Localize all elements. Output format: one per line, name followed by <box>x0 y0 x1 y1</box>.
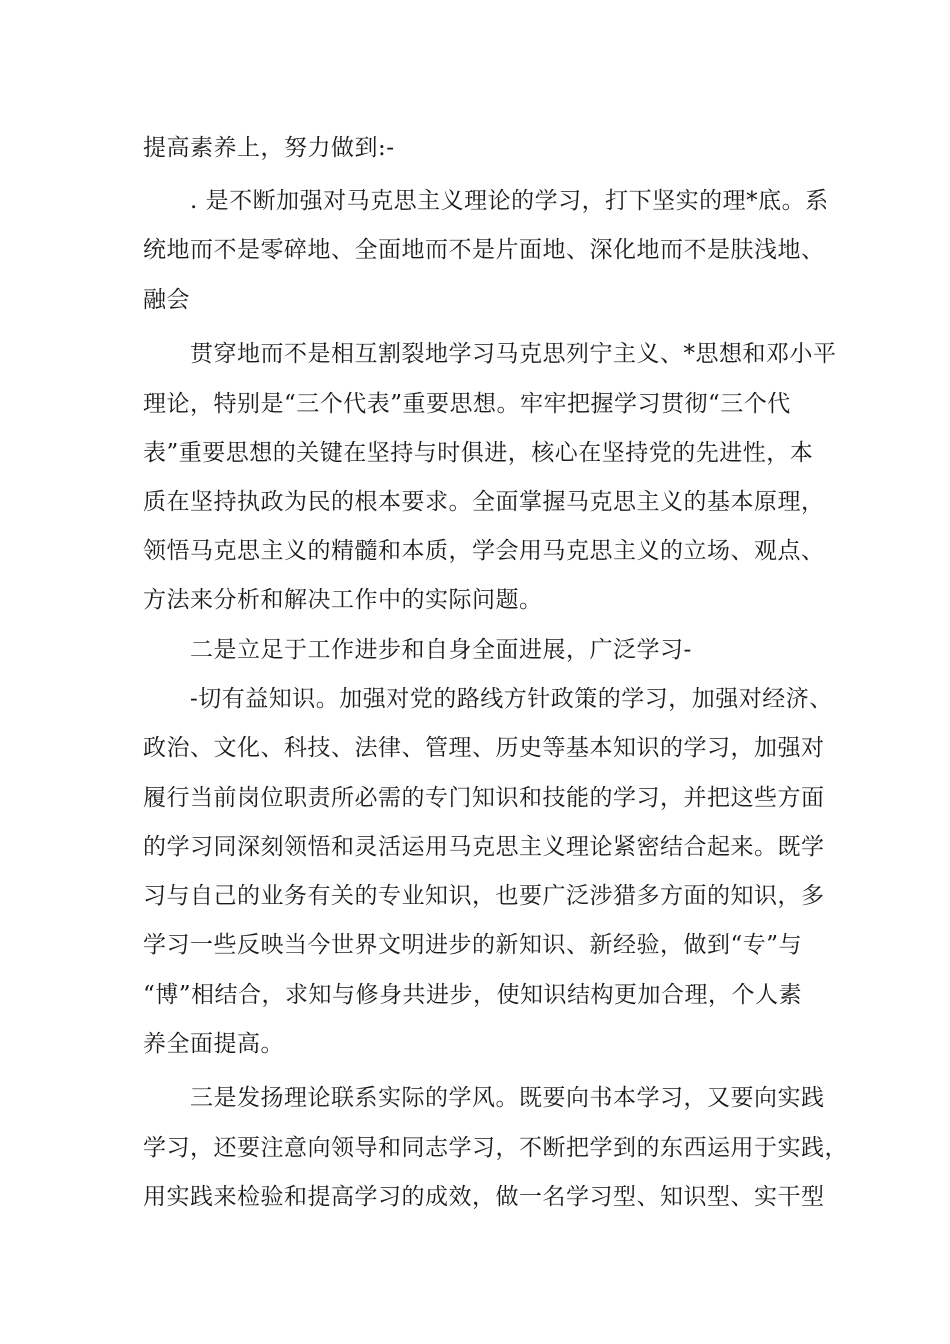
text-line: 方法来分析和解决工作中的实际问题。 <box>143 587 543 613</box>
text-line: 融会 <box>143 287 190 313</box>
text-line: 习与自己的业务有关的专业知识，也要广泛涉猎多方面的知识，多 <box>143 883 825 909</box>
text-line: 理论，特别是“三个代表”重要思想。牢牢把握学习贯彻“三个代 <box>143 391 791 417</box>
text-line: -切有益知识。加强对党的路线方针政策的学习，加强对经济、 <box>190 686 833 712</box>
text-line: 的学习同深刻领悟和灵活运用马克思主义理论紧密结合起来。既学 <box>143 834 825 860</box>
text-line: 领悟马克思主义的精髓和本质，学会用马克思主义的立场、观点、 <box>143 538 825 564</box>
text-line: 履行当前岗位职责所必需的专门知识和技能的学习，并把这些方面 <box>143 785 825 811</box>
text-line: 表”重要思想的关键在坚持与时俱进，核心在坚持党的先进性，本 <box>143 440 814 466</box>
text-line: 学习，还要注意向领导和同志学习，不断把学到的东西运用于实践， <box>143 1135 848 1161</box>
text-line: 二是立足于工作进步和自身全面进展，广泛学习- <box>190 637 692 663</box>
text-line: 学习一些反映当今世界文明进步的新知识、新经验，做到“专”与 <box>143 932 803 958</box>
text-line: 养全面提高。 <box>143 1031 284 1057</box>
text-line: 政治、文化、科技、法律、管理、历史等基本知识的学习，加强对 <box>143 735 825 761</box>
text-line: 提高素养上，努力做到:- <box>143 135 395 161</box>
text-line: 三是发扬理论联系实际的学风。既要向书本学习，又要向实践 <box>190 1085 825 1111</box>
text-line: 用实践来检验和提高学习的成效，做一名学习型、知识型、实干型 <box>143 1184 825 1210</box>
text-line: 统地而不是零碎地、全面地而不是片面地、深化地而不是肤浅地、 <box>143 237 825 263</box>
text-line: 贯穿地而不是相互割裂地学习马克思列宁主义、*思想和邓小平 <box>190 341 837 367</box>
text-line: . 是不断加强对马克思主义理论的学习，打下坚实的理*底。系 <box>190 188 829 214</box>
text-line: “博”相结合，求知与修身共进步，使知识结构更加合理，个人素 <box>143 982 803 1008</box>
text-line: 质在坚持执政为民的根本要求。全面掌握马克思主义的基本原理， <box>143 489 825 515</box>
